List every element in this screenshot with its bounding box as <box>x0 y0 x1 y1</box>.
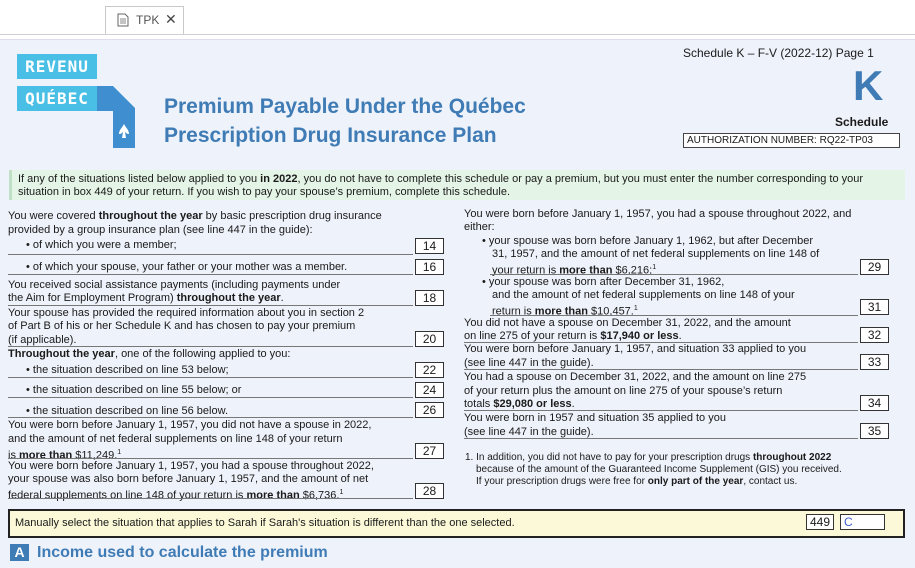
logo-flag-shape <box>97 86 135 148</box>
line-34-text-3: totals $29,080 or less. <box>464 398 575 410</box>
line-20-text-2: of Part B of his or her Schedule K and has chosen to pay your premium <box>8 320 356 332</box>
revenu-quebec-logo <box>17 54 135 148</box>
box-24[interactable]: 24 <box>415 382 444 398</box>
box-20[interactable]: 20 <box>415 331 444 347</box>
divider <box>8 346 413 347</box>
bullet-31-line2: and the amount of net federal supplements on line 148 of your <box>492 289 795 301</box>
line-34-text: You had a spouse on December 31, 2022, and the amount on line 275 <box>464 371 807 383</box>
bullet-14: • of which you were a member; <box>26 239 177 251</box>
divider <box>8 417 413 418</box>
intro-notice <box>9 170 905 200</box>
box-18[interactable]: 18 <box>415 290 444 306</box>
box-14[interactable]: 14 <box>415 238 444 254</box>
manual-select-text: Manually select the situation that applies to Sarah if Sarah's situation is different than the one selected. <box>15 517 515 529</box>
box-29[interactable]: 29 <box>860 259 889 275</box>
bullet-29: • your spouse was born before January 1, 1962, but after December <box>482 235 813 247</box>
line-27-text: You were born before January 1, 1957, you did not have a spouse in 2022, <box>8 419 372 431</box>
form-title-line2: Prescription Drug Insurance Plan <box>164 124 497 147</box>
divider <box>8 377 413 378</box>
intro-text: If any of the situations listed below applied to you <box>18 173 261 185</box>
throughout-year-heading: Throughout the year, one of the following applied to you: <box>8 348 291 360</box>
box-27[interactable]: 27 <box>415 443 444 459</box>
section-a-badge: A <box>10 544 29 561</box>
schedule-reference: Schedule K – F-V (2022-12) Page 1 <box>683 46 874 60</box>
box-22[interactable]: 22 <box>415 362 444 378</box>
box-26[interactable]: 26 <box>415 402 444 418</box>
footnote-line3: If your prescription drugs were free for only part of the year, contact us. <box>476 476 798 487</box>
divider <box>8 274 413 275</box>
logo-quebec: QUÉBEC <box>17 86 97 111</box>
intro-year: in 2022 <box>260 173 298 185</box>
footnote-line2: because of the amount of the Guaranteed Income Supplement (GIS) you received. <box>476 464 842 475</box>
line-20-text: Your spouse has provided the required information about you in section 2 <box>8 307 365 319</box>
line-27-text-3: is more than $11,249.$^1$ <box>8 449 122 462</box>
bullet-31: • your spouse was born after December 31, 1962, <box>482 276 725 288</box>
line-14-intro-2: provided by a group insurance plan (see line 447 in the guide): <box>8 224 313 236</box>
situation-input-449[interactable]: C <box>840 514 885 530</box>
box-449-label: 449 <box>806 514 834 530</box>
line-18-text: You received social assistance payments (including payments under <box>8 279 341 291</box>
line-35-text: You were born in 1957 and situation 35 applied to you <box>464 412 726 424</box>
bullet-31-line3: return is more than $10,457.$^1$ <box>492 305 638 318</box>
divider <box>8 397 413 398</box>
box-32[interactable]: 32 <box>860 327 889 343</box>
bullet-29-line3: your return is more than $6,216;$^1$ <box>492 264 657 277</box>
form-title-line1: Premium Payable Under the Québec <box>164 95 526 118</box>
right-intro-2: either: <box>464 221 495 233</box>
divider <box>464 438 858 439</box>
box-31[interactable]: 31 <box>860 299 889 315</box>
bullet-16: • of which your spouse, your father or your mother was a member. <box>26 261 348 273</box>
logo-revenu: REVENU <box>17 54 97 79</box>
intro-text-rest: , you do not have to complete this schedule or pay a premium, but you must enter the number corresponding to your situation in box 449 of your return. If you wish to pay your spouse’s premium, complete this schedule. <box>18 173 864 198</box>
line-34-text-2: of your return plus the amount on line 275 of your spouse’s return <box>464 385 783 397</box>
schedule-letter: K <box>853 62 884 109</box>
box-16[interactable]: 16 <box>415 259 444 275</box>
line-20-text-3: (if applicable). <box>8 334 77 346</box>
line-33-text: You were born before January 1, 1957, and situation 33 applied to you <box>464 343 807 355</box>
document-icon <box>117 13 129 30</box>
divider <box>464 369 858 370</box>
schedule-label: Schedule <box>835 115 889 129</box>
divider <box>8 458 413 459</box>
bullet-29-line2: 31, 1957, and the amount of net federal supplements on line 148 of <box>492 248 820 260</box>
bullet-22: • the situation described on line 53 below; <box>26 364 229 376</box>
box-34[interactable]: 34 <box>860 395 889 411</box>
authorization-number: AUTHORIZATION NUMBER: RQ22-TP03 <box>683 133 900 148</box>
line-32-text: You did not have a spouse on December 31, 2022, and the amount <box>464 317 791 329</box>
line-28-text-2: your spouse was also born before January 1, 1957, and the amount of net <box>8 473 369 485</box>
divider <box>490 315 858 316</box>
divider <box>464 410 858 411</box>
tab-tpk[interactable] <box>105 6 184 35</box>
box-33[interactable]: 33 <box>860 354 889 370</box>
line-14-intro: You were covered throughout the year by basic prescription drug insurance <box>8 210 382 222</box>
footnote-line1: 1. In addition, you did not have to pay for your prescription drugs throughout 2022 <box>465 452 832 463</box>
box-35[interactable]: 35 <box>860 423 889 439</box>
footnote <box>465 452 842 488</box>
line-28-text-3: federal supplements on line 148 of your return is more than $6,736.$^1$ <box>8 489 344 502</box>
bullet-24: • the situation described on line 55 below; or <box>26 384 242 396</box>
divider <box>8 305 413 306</box>
bullet-26: • the situation described on line 56 below. <box>26 405 228 417</box>
line-35-text-2: (see line 447 in the guide). <box>464 426 594 438</box>
box-28[interactable]: 28 <box>415 483 444 499</box>
tab-divider <box>0 34 915 35</box>
line-28-text: You were born before January 1, 1957, you had a spouse throughout 2022, <box>8 460 374 472</box>
section-a-title: Income used to calculate the premium <box>37 544 328 561</box>
close-icon[interactable]: ✕ <box>165 11 177 27</box>
line-18-text-2: the Aim for Employment Program) throughout the year. <box>8 292 284 304</box>
line-33-text-2: (see line 447 in the guide). <box>464 357 594 369</box>
tab-label: TPK <box>136 13 160 27</box>
divider <box>490 274 858 275</box>
divider <box>8 254 413 255</box>
right-intro: You were born before January 1, 1957, you had a spouse throughout 2022, and <box>464 208 852 220</box>
line-27-text-2: and the amount of net federal supplements on line 148 of your return <box>8 433 343 445</box>
divider <box>8 498 413 499</box>
line-32-text-2: on line 275 of your return is $17,940 or less. <box>464 330 682 342</box>
